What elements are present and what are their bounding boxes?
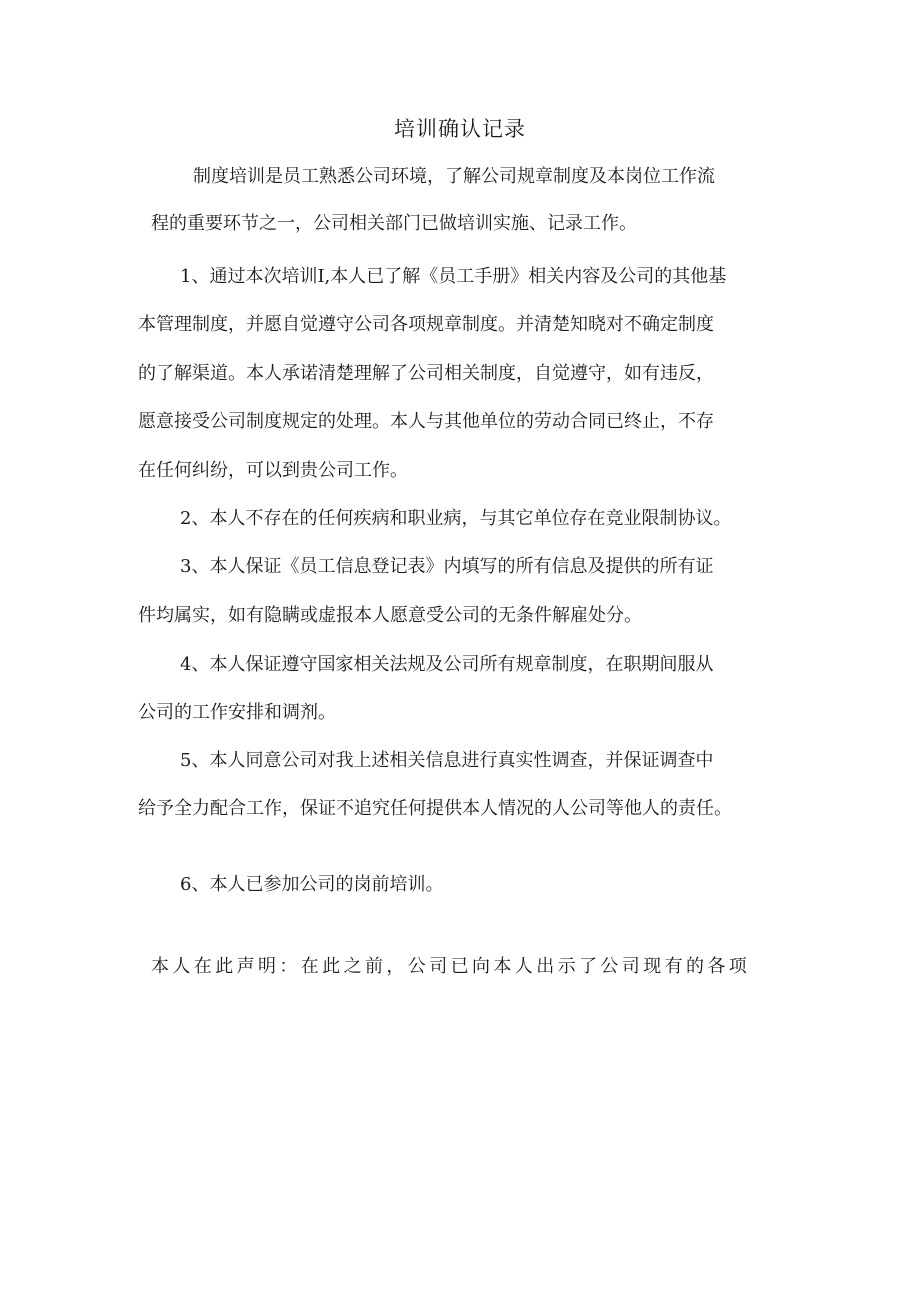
paragraph-line: 3、本人保证《员工信息登记表》内填写的所有信息及提供的所有证: [180, 556, 714, 577]
document-title: 培训确认记录: [394, 117, 526, 141]
paragraph-line: 给予全力配合工作，保证不追究任何提供本人情况的人公司等他人的责任。: [138, 798, 732, 819]
paragraph-line: 公司的工作安排和调剂。: [138, 702, 336, 723]
paragraph-line: 本管理制度，并愿自觉遵守公司各项规章制度。并清楚知晓对不确定制度: [138, 314, 714, 335]
paragraph-line: 在任何纠纷，可以到贵公司工作。: [138, 460, 408, 481]
paragraph-line: 制度培训是员工熟悉公司环境，了解公司规章制度及本岗位工作流: [193, 166, 715, 187]
paragraph-line: 件均属实，如有隐瞒或虚报本人愿意受公司的无条件解雇处分。: [138, 605, 642, 626]
paragraph-line: 程的重要环节之一，公司相关部门已做培训实施、记录工作。: [151, 213, 637, 234]
paragraph-line: 1、通过本次培训I,本人已了解《员工手册》相关内容及公司的其他基: [180, 266, 727, 287]
paragraph-line: 4、本人保证遵守国家相关法规及公司所有规章制度，在职期间服从: [180, 654, 714, 675]
paragraph-line: 的了解渠道。本人承诺清楚理解了公司相关制度，自觉遵守，如有违反，: [138, 363, 714, 384]
paragraph-line: 愿意接受公司制度规定的处理。本人与其他单位的劳动合同已终止，不存: [138, 411, 714, 432]
paragraph-line: 本人在此声明：在此之前，公司已向本人出示了公司现有的各项: [151, 956, 751, 977]
paragraph-line: 2、本人不存在的任何疾病和职业病，与其它单位存在竞业限制协议。: [180, 508, 732, 529]
paragraph-line: 6、本人已参加公司的岗前培训。: [180, 874, 444, 895]
paragraph-line: 5、本人同意公司对我上述相关信息进行真实性调查，并保证调查中: [180, 750, 714, 771]
